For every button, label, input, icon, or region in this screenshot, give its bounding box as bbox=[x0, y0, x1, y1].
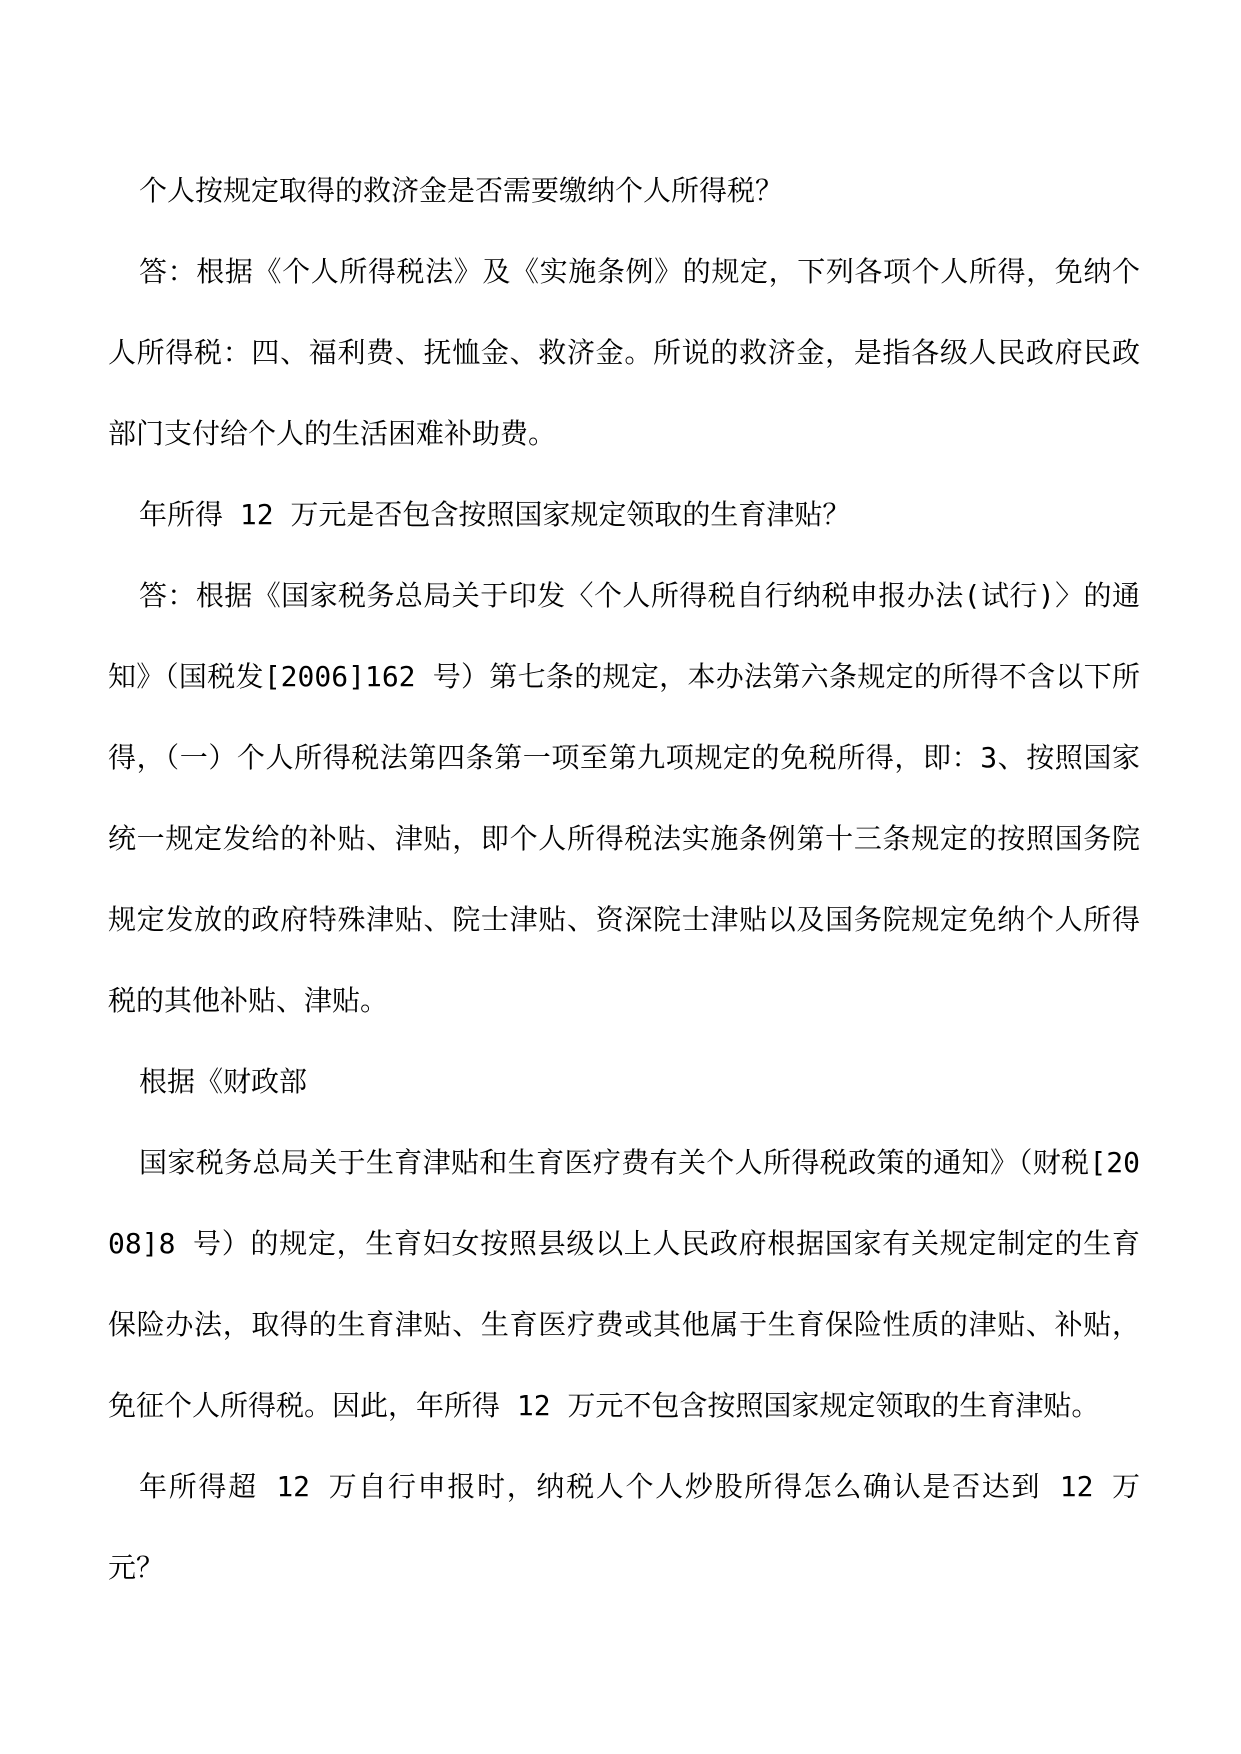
paragraph-ministry-of-finance: 根据《财政部 bbox=[139, 1065, 308, 1098]
question-relief-fund: 个人按规定取得的救济金是否需要缴纳个人所得税？ bbox=[139, 174, 784, 207]
question-stock-income: 年所得超 12 万自行申报时，纳税人个人炒股所得怎么确认是否达到 12 万元？ bbox=[108, 1470, 1140, 1584]
question-maternity-allowance: 年所得 12 万元是否包含按照国家规定领取的生育津贴？ bbox=[139, 498, 851, 531]
answer-maternity-allowance: 答：根据《国家税务总局关于印发〈个人所得税自行纳税申报办法(试行)〉的通知》（国税发[2006]162 号）第七条的规定，本办法第六条规定的所得不含以下所得，（一）个人所得税法第四条第一项至第九项规定的免税所得，即：3、按照国家统一规定发给的补贴、津贴，即个人所得税法实施条例第十三条规定的按照国务院规定发放的政府特殊津贴、院士津贴、资深院士津贴以及国务院规定免纳个人所得税的其他补贴、津贴。 bbox=[108, 579, 1140, 1017]
answer-relief-fund: 答：根据《个人所得税法》及《实施条例》的规定，下列各项个人所得，免纳个人所得税：四、福利费、抚恤金、救济金。所说的救济金，是指各级人民政府民政部门支付给个人的生活困难补助费。 bbox=[108, 255, 1140, 450]
paragraph-maternity-policy: 国家税务总局关于生育津贴和生育医疗费有关个人所得税政策的通知》（财税[2008]8 号）的规定，生育妇女按照县级以上人民政府根据国家有关规定制定的生育保险办法，取得的生育津贴、生育医疗费或其他属于生育保险性质的津贴、补贴，免征个人所得税。因此，年所得 12 万元不包含按照国家规定领取的生育津贴。 bbox=[108, 1146, 1140, 1422]
document-body bbox=[108, 150, 1140, 1608]
